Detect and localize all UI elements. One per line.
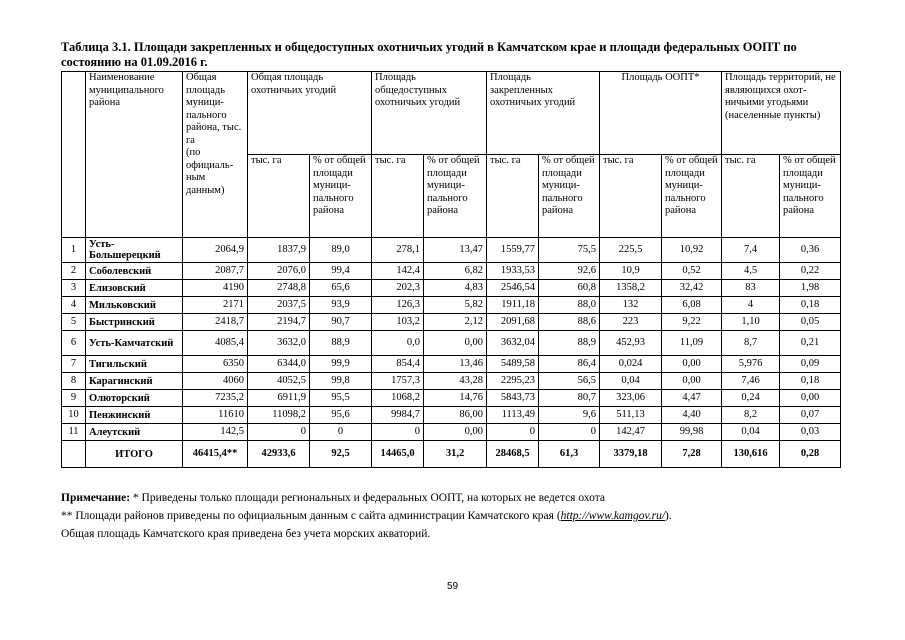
hunting-ths-cell: 6911,9 <box>248 390 310 407</box>
row-number-cell: 2 <box>62 263 86 280</box>
fixed-ths-cell: 2091,68 <box>487 314 539 331</box>
public-ths-cell: 9984,7 <box>372 407 424 424</box>
hunting-ths-cell: 0 <box>248 424 310 441</box>
table-row <box>62 331 841 356</box>
oopt-ths-cell: 1358,2 <box>600 280 662 297</box>
oopt-ths-cell: 132 <box>600 297 662 314</box>
non-hunting-pct-cell: 0,05 <box>780 314 841 331</box>
oopt-pct-cell: 9,22 <box>662 314 722 331</box>
fixed-pct-cell: 75,5 <box>539 238 600 263</box>
non-hunting-pct-cell: 0,18 <box>780 373 841 390</box>
non-hunting-pct-cell: 0,03 <box>780 424 841 441</box>
area-cell: 2087,7 <box>183 263 248 280</box>
total-public-pct-cell: 31,2 <box>424 441 487 468</box>
table-row <box>62 390 841 407</box>
total-row <box>62 441 841 468</box>
oopt-ths-cell: 323,06 <box>600 390 662 407</box>
non-hunting-ths-cell: 1,10 <box>722 314 780 331</box>
non-hunting-pct-cell: 0,21 <box>780 331 841 356</box>
non-hunting-ths-cell: 7,4 <box>722 238 780 263</box>
public-pct-cell: 43,28 <box>424 373 487 390</box>
hunting-pct-cell: 88,9 <box>310 331 372 356</box>
oopt-ths-cell: 452,93 <box>600 331 662 356</box>
total-num-cell <box>62 441 86 468</box>
hunting-ths-cell: 2748,8 <box>248 280 310 297</box>
note-line-2 <box>61 507 861 525</box>
fixed-ths-cell: 1113,49 <box>487 407 539 424</box>
district-name-cell: Карагинский <box>86 373 183 390</box>
fixed-pct-cell: 86,4 <box>539 356 600 373</box>
note-line-2-post: ). <box>665 510 672 522</box>
hunting-pct-cell: 95,6 <box>310 407 372 424</box>
table-caption: Таблица 3.1. Площади закрепленных и общедоступных охотничьих угодий в Камчатском крае и площади федеральных ООПТ по состоянию на 01.09.2016 г. <box>61 40 797 69</box>
total-public-ths-cell: 14465,0 <box>372 441 424 468</box>
district-name-cell: Пенжинский <box>86 407 183 424</box>
sub-ths-3: тыс. га <box>487 155 539 238</box>
district-name-cell: Мильковский <box>86 297 183 314</box>
fixed-ths-cell: 1933,53 <box>487 263 539 280</box>
public-ths-cell: 103,2 <box>372 314 424 331</box>
public-pct-cell: 13,46 <box>424 356 487 373</box>
table-row <box>62 424 841 441</box>
district-name-cell: Усть-Большерецкий <box>86 238 183 263</box>
sub-pct-3: % от общей площади муници-пального района <box>539 155 600 238</box>
hunting-pct-cell: 89,0 <box>310 238 372 263</box>
hunting-ths-cell: 2076,0 <box>248 263 310 280</box>
notes <box>61 489 861 543</box>
sub-ths-1: тыс. га <box>248 155 310 238</box>
oopt-pct-cell: 6,08 <box>662 297 722 314</box>
non-hunting-pct-cell: 0,07 <box>780 407 841 424</box>
fixed-pct-cell: 88,6 <box>539 314 600 331</box>
area-cell: 7235,2 <box>183 390 248 407</box>
fixed-ths-cell: 2546,54 <box>487 280 539 297</box>
sub-ths-5: тыс. га <box>722 155 780 238</box>
sub-pct-4: % от общей площади муници-пального района <box>662 155 722 238</box>
row-number-cell: 1 <box>62 238 86 263</box>
oopt-ths-cell: 10,9 <box>600 263 662 280</box>
header-num-cell <box>62 72 86 238</box>
header-district: Наименование муниципального района <box>86 72 183 238</box>
fixed-ths-cell: 1911,18 <box>487 297 539 314</box>
table-row <box>62 356 841 373</box>
hunting-pct-cell: 93,9 <box>310 297 372 314</box>
non-hunting-ths-cell: 83 <box>722 280 780 297</box>
oopt-ths-cell: 225,5 <box>600 238 662 263</box>
hunting-pct-cell: 90,7 <box>310 314 372 331</box>
hunting-pct-cell: 0 <box>310 424 372 441</box>
area-cell: 2171 <box>183 297 248 314</box>
hunting-pct-cell: 95,5 <box>310 390 372 407</box>
sub-pct-2: % от общей площади муници-пального района <box>424 155 487 238</box>
fixed-pct-cell: 88,0 <box>539 297 600 314</box>
district-name-cell: Алеутский <box>86 424 183 441</box>
public-ths-cell: 126,3 <box>372 297 424 314</box>
public-ths-cell: 0,0 <box>372 331 424 356</box>
district-name-cell: Олюторский <box>86 390 183 407</box>
district-name-cell: Соболевский <box>86 263 183 280</box>
non-hunting-pct-cell: 1,98 <box>780 280 841 297</box>
non-hunting-ths-cell: 0,24 <box>722 390 780 407</box>
hunting-pct-cell: 99,8 <box>310 373 372 390</box>
district-name-cell: Тигильский <box>86 356 183 373</box>
fixed-pct-cell: 56,5 <box>539 373 600 390</box>
total-oopt-ths-cell: 3379,18 <box>600 441 662 468</box>
public-ths-cell: 1068,2 <box>372 390 424 407</box>
oopt-pct-cell: 11,09 <box>662 331 722 356</box>
total-fixed-pct-cell: 61,3 <box>539 441 600 468</box>
header-non-hunting: Площадь территорий, не являющихся охот-ничьими угодьями (населенные пункты) <box>722 72 841 155</box>
kamgov-link[interactable]: http://www.kamgov.ru/ <box>560 510 666 522</box>
hunting-pct-cell: 65,6 <box>310 280 372 297</box>
oopt-ths-cell: 0,024 <box>600 356 662 373</box>
non-hunting-ths-cell: 8,2 <box>722 407 780 424</box>
note-line-3: Общая площадь Камчатского края приведена без учета морских акваторий. <box>61 528 431 540</box>
row-number-cell: 11 <box>62 424 86 441</box>
total-label-cell: ИТОГО <box>86 441 183 468</box>
public-pct-cell: 4,83 <box>424 280 487 297</box>
fixed-pct-cell: 0 <box>539 424 600 441</box>
total-non-hunting-ths-cell: 130,616 <box>722 441 780 468</box>
hunting-pct-cell: 99,9 <box>310 356 372 373</box>
public-pct-cell: 2,12 <box>424 314 487 331</box>
fixed-ths-cell: 3632,04 <box>487 331 539 356</box>
note-line-1-text: * Приведены только площади региональных и федеральных ООПТ, на которых не ведется охота <box>130 492 605 504</box>
header-oopt: Площадь ООПТ* <box>600 72 722 155</box>
non-hunting-ths-cell: 7,46 <box>722 373 780 390</box>
total-hunting-pct-cell: 92,5 <box>310 441 372 468</box>
hunting-ths-cell: 2037,5 <box>248 297 310 314</box>
note-line-2-pre: ** Площади районов приведены по официальным данным с сайта администрации Камчатского края ( <box>61 510 561 522</box>
area-cell: 2418,7 <box>183 314 248 331</box>
non-hunting-ths-cell: 4,5 <box>722 263 780 280</box>
oopt-pct-cell: 4,47 <box>662 390 722 407</box>
header-public: Площадь общедоступных охотничьих угодий <box>372 72 487 155</box>
oopt-pct-cell: 0,00 <box>662 373 722 390</box>
table-row <box>62 263 841 280</box>
non-hunting-ths-cell: 5,976 <box>722 356 780 373</box>
fixed-ths-cell: 5489,58 <box>487 356 539 373</box>
fixed-pct-cell: 88,9 <box>539 331 600 356</box>
table-row <box>62 407 841 424</box>
non-hunting-ths-cell: 4 <box>722 297 780 314</box>
district-name-cell: Быстринский <box>86 314 183 331</box>
oopt-ths-cell: 223 <box>600 314 662 331</box>
row-number-cell: 7 <box>62 356 86 373</box>
area-cell: 142,5 <box>183 424 248 441</box>
row-number-cell: 10 <box>62 407 86 424</box>
oopt-pct-cell: 4,40 <box>662 407 722 424</box>
table-row <box>62 314 841 331</box>
area-cell: 2064,9 <box>183 238 248 263</box>
note-line-1 <box>61 489 861 507</box>
fixed-ths-cell: 5843,73 <box>487 390 539 407</box>
area-cell: 11610 <box>183 407 248 424</box>
row-number-cell: 5 <box>62 314 86 331</box>
fixed-ths-cell: 0 <box>487 424 539 441</box>
header-total-area <box>183 72 248 238</box>
public-pct-cell: 0,00 <box>424 424 487 441</box>
public-ths-cell: 278,1 <box>372 238 424 263</box>
header-total-area-note: (по официаль-ным данным) <box>186 147 234 196</box>
non-hunting-pct-cell: 0,09 <box>780 356 841 373</box>
fixed-ths-cell: 2295,23 <box>487 373 539 390</box>
area-cell: 4060 <box>183 373 248 390</box>
hunting-ths-cell: 6344,0 <box>248 356 310 373</box>
hunting-grounds-table <box>61 71 841 468</box>
total-hunting-ths-cell: 42933,6 <box>248 441 310 468</box>
non-hunting-ths-cell: 0,04 <box>722 424 780 441</box>
hunting-ths-cell: 11098,2 <box>248 407 310 424</box>
oopt-pct-cell: 0,00 <box>662 356 722 373</box>
oopt-ths-cell: 0,04 <box>600 373 662 390</box>
sub-ths-4: тыс. га <box>600 155 662 238</box>
row-number-cell: 6 <box>62 331 86 356</box>
hunting-pct-cell: 99,4 <box>310 263 372 280</box>
sub-pct-5: % от общей площади муници-пального района <box>780 155 841 238</box>
public-ths-cell: 1757,3 <box>372 373 424 390</box>
area-cell: 6350 <box>183 356 248 373</box>
area-cell: 4190 <box>183 280 248 297</box>
area-cell: 4085,4 <box>183 331 248 356</box>
oopt-pct-cell: 99,98 <box>662 424 722 441</box>
header-total-area-label: Общая площадь муници-пального района, тыс. га <box>186 72 242 146</box>
oopt-pct-cell: 10,92 <box>662 238 722 263</box>
non-hunting-pct-cell: 0,22 <box>780 263 841 280</box>
public-pct-cell: 6,82 <box>424 263 487 280</box>
fixed-pct-cell: 92,6 <box>539 263 600 280</box>
row-number-cell: 9 <box>62 390 86 407</box>
public-pct-cell: 14,76 <box>424 390 487 407</box>
hunting-ths-cell: 3632,0 <box>248 331 310 356</box>
non-hunting-pct-cell: 0,18 <box>780 297 841 314</box>
row-number-cell: 4 <box>62 297 86 314</box>
public-ths-cell: 202,3 <box>372 280 424 297</box>
table-row <box>62 373 841 390</box>
public-ths-cell: 0 <box>372 424 424 441</box>
fixed-pct-cell: 80,7 <box>539 390 600 407</box>
district-name-cell: Елизовский <box>86 280 183 297</box>
table-row <box>62 297 841 314</box>
hunting-ths-cell: 4052,5 <box>248 373 310 390</box>
public-pct-cell: 13,47 <box>424 238 487 263</box>
oopt-pct-cell: 32,42 <box>662 280 722 297</box>
table-row <box>62 238 841 263</box>
total-area-cell: 46415,4** <box>183 441 248 468</box>
oopt-pct-cell: 0,52 <box>662 263 722 280</box>
sub-ths-2: тыс. га <box>372 155 424 238</box>
public-ths-cell: 142,4 <box>372 263 424 280</box>
public-pct-cell: 0,00 <box>424 331 487 356</box>
header-fixed: Площадь закрепленных охотничьих угодий <box>487 72 600 155</box>
header-hunting-total: Общая площадь охотничьих угодий <box>248 72 372 155</box>
non-hunting-pct-cell: 0,00 <box>780 390 841 407</box>
fixed-ths-cell: 1559,77 <box>487 238 539 263</box>
oopt-ths-cell: 511,13 <box>600 407 662 424</box>
total-fixed-ths-cell: 28468,5 <box>487 441 539 468</box>
total-non-hunting-pct-cell: 0,28 <box>780 441 841 468</box>
public-pct-cell: 86,00 <box>424 407 487 424</box>
fixed-pct-cell: 60,8 <box>539 280 600 297</box>
row-number-cell: 3 <box>62 280 86 297</box>
district-name-cell: Усть-Камчатский <box>86 331 183 356</box>
hunting-ths-cell: 1837,9 <box>248 238 310 263</box>
oopt-ths-cell: 142,47 <box>600 424 662 441</box>
total-oopt-pct-cell: 7,28 <box>662 441 722 468</box>
note-label: Примечание: <box>61 492 131 504</box>
non-hunting-pct-cell: 0,36 <box>780 238 841 263</box>
table-row <box>62 280 841 297</box>
row-number-cell: 8 <box>62 373 86 390</box>
non-hunting-ths-cell: 8,7 <box>722 331 780 356</box>
sub-pct-1: % от общей площади муници-пального района <box>310 155 372 238</box>
fixed-pct-cell: 9,6 <box>539 407 600 424</box>
hunting-ths-cell: 2194,7 <box>248 314 310 331</box>
public-ths-cell: 854,4 <box>372 356 424 373</box>
page-number: 59 <box>446 581 459 592</box>
header-row <box>62 72 841 155</box>
public-pct-cell: 5,82 <box>424 297 487 314</box>
